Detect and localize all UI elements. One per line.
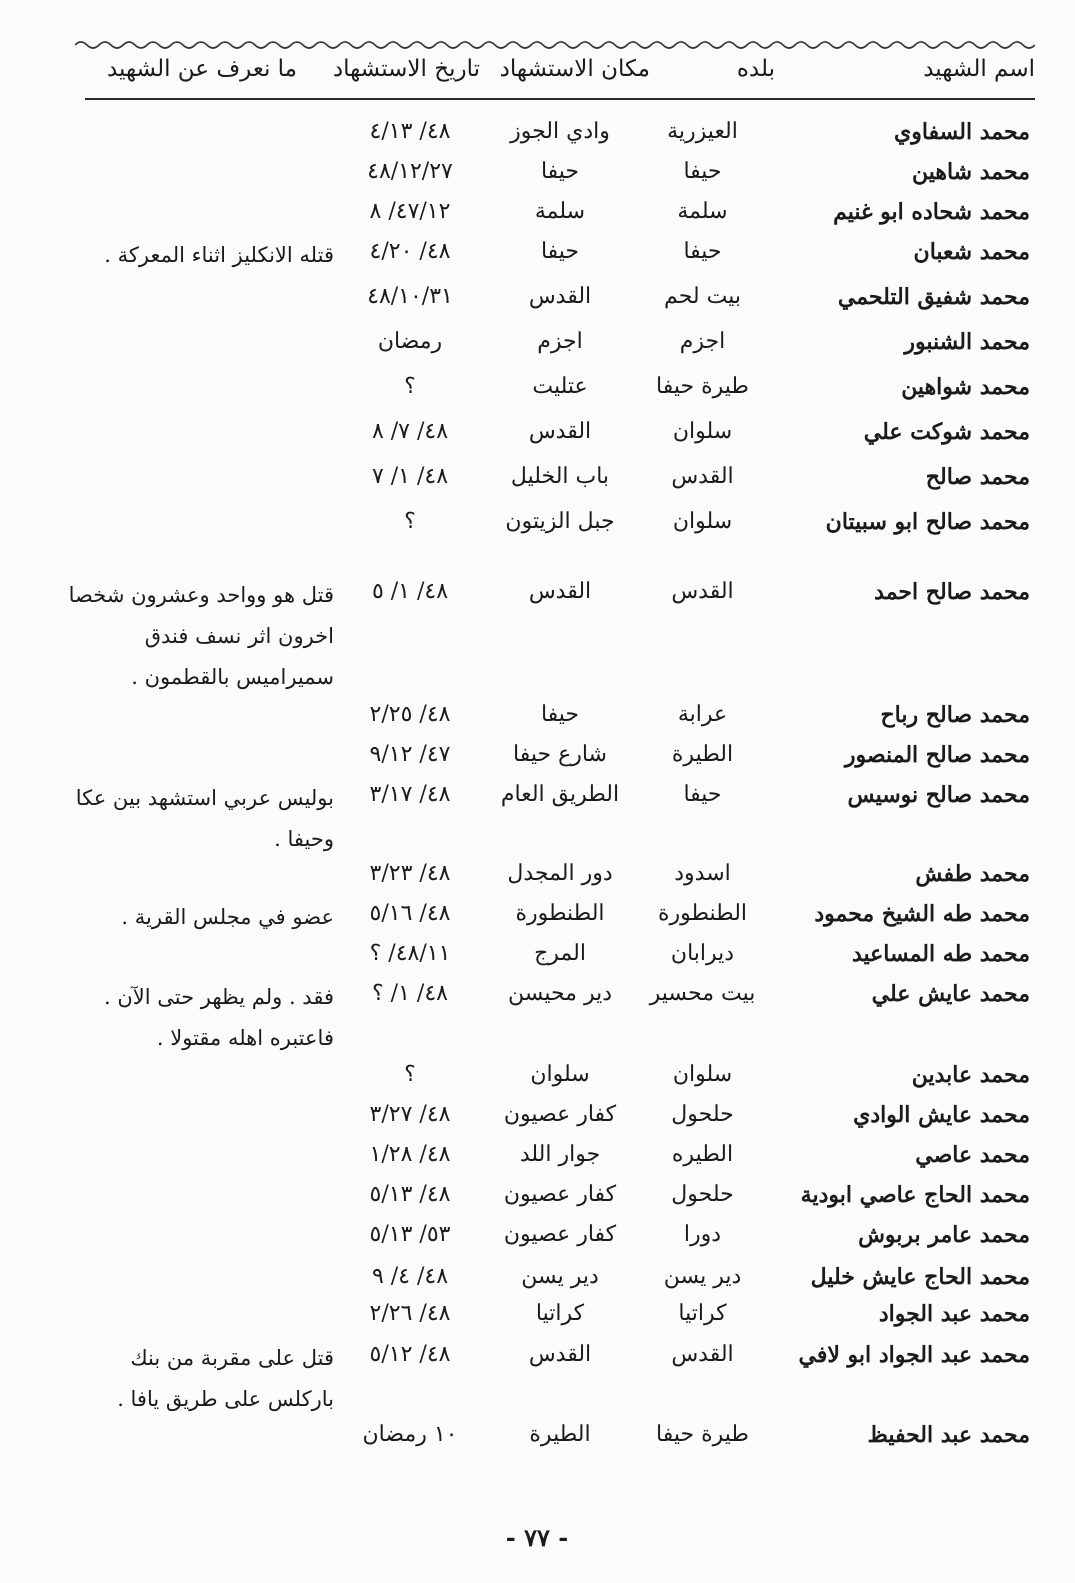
martyr-town: القدس — [671, 464, 734, 489]
table-row — [0, 370, 1075, 410]
table-row — [0, 1058, 1075, 1098]
martyr-date: ٤٨/ ٥/١٣ — [369, 1182, 451, 1207]
martyr-place: شارع حيفا — [513, 742, 607, 767]
table-row — [0, 1098, 1075, 1138]
martyr-place: حيفا — [540, 702, 580, 727]
martyr-name: محمد صالح المنصور — [844, 742, 1030, 768]
martyr-place: سلوان — [530, 1062, 590, 1087]
martyr-note: فقد . ولم يظهر حتى الآن . فاعتبره اهله مقتولا . — [104, 985, 334, 1050]
martyr-town: دورا — [683, 1222, 722, 1247]
martyr-place: القدس — [528, 579, 592, 604]
martyr-name: محمد طفش — [915, 861, 1030, 887]
martyr-date: ٤٨/ ٤/١٣ — [369, 119, 451, 144]
martyr-town: حلحول — [671, 1182, 734, 1207]
martyr-name: محمد عايش الوادي — [853, 1102, 1030, 1128]
martyr-date: ٤٨/ ٥/١٦ — [369, 901, 451, 926]
martyr-place: اجزم — [537, 329, 583, 354]
martyr-note: قتله الانكليز اثناء المعركة . — [104, 243, 334, 267]
table-row — [0, 738, 1075, 778]
table-row — [0, 977, 1075, 1050]
martyr-name: محمد عايش علي — [871, 981, 1030, 1007]
martyr-place: وادي الجوز — [510, 119, 610, 144]
martyr-place: كفار عصيون — [503, 1102, 617, 1127]
martyr-note: قتل هو وواحد وعشرون شخصا اخرون اثر نسف فندق سميراميس بالقطمون . — [68, 583, 334, 689]
martyr-date: ؟ — [404, 509, 416, 534]
wavy-top-rule — [75, 38, 1035, 52]
martyr-name: محمد عابدين — [911, 1062, 1030, 1088]
martyr-town: حيفا — [683, 782, 722, 807]
martyr-town: حيفا — [683, 239, 722, 264]
header-note: ما نعرف عن الشهيد — [106, 56, 297, 82]
table-row — [0, 1138, 1075, 1178]
martyr-date: رمضان — [377, 329, 443, 354]
martyr-name: محمد طه الشيخ محمود — [814, 901, 1030, 927]
table-row — [0, 460, 1075, 500]
martyr-date: ٤٨/١١/ ؟ — [369, 941, 451, 966]
martyr-place: باب الخليل — [510, 464, 610, 489]
martyr-note: بوليس عربي استشهد بين عكا وحيفا . — [75, 786, 334, 851]
table-row — [0, 505, 1075, 545]
martyr-name: محمد صالح ابو سبيتان — [825, 509, 1030, 535]
martyr-place: القدس — [528, 284, 592, 309]
martyr-date: ٤٧/ ٩/١٢ — [369, 742, 451, 767]
martyr-date: ٤٨/ ١/٢٨ — [369, 1142, 451, 1167]
martyr-date: ٤٨/ ٤/٢٠ — [369, 239, 451, 264]
table-row — [0, 897, 1075, 937]
table-row — [0, 1338, 1075, 1411]
martyr-town: القدس — [671, 579, 734, 604]
martyr-name: محمد الحاج عاصي ابودية — [800, 1182, 1030, 1208]
martyr-place: القدس — [528, 419, 592, 444]
martyr-town: سلوان — [672, 509, 733, 534]
martyr-name: محمد صالح احمد — [874, 579, 1030, 605]
martyr-name: محمد شواهين — [901, 374, 1030, 400]
martyr-name: محمد عبد الجواد — [878, 1301, 1030, 1327]
martyr-name: محمد صالح رباح — [880, 702, 1030, 728]
martyr-place: كفار عصيون — [503, 1182, 617, 1207]
martyr-name: محمد عاصي — [915, 1142, 1030, 1168]
martyr-note: عضو في مجلس القرية . — [121, 905, 334, 929]
martyr-note: قتل على مقربة من بنك باركلس على طريق يافا . — [117, 1346, 334, 1411]
martyr-name: محمد الشنبور — [904, 329, 1030, 355]
table-row — [0, 1260, 1075, 1300]
martyr-town: عرابة — [677, 702, 728, 727]
martyr-town: القدس — [671, 1342, 734, 1367]
martyr-place: كراتيا — [535, 1301, 585, 1326]
martyr-place: سلمة — [534, 199, 586, 224]
table-row — [0, 778, 1075, 851]
table-row — [0, 235, 1075, 275]
table-row — [0, 1178, 1075, 1218]
martyr-name: محمد شعبان — [913, 239, 1030, 265]
martyr-name: محمد شفيق التلحمي — [837, 284, 1030, 310]
martyr-town: طيرة حيفا — [656, 374, 749, 399]
martyr-date: ١٠ رمضان — [362, 1422, 458, 1447]
martyr-date: ٤٨/ ٧/ ٨ — [371, 419, 449, 444]
martyr-date: ٤٨/ ٤/ ٩ — [371, 1264, 449, 1289]
martyr-town: العيزرية — [667, 119, 738, 144]
martyr-name: محمد عبد الحفيظ — [867, 1422, 1030, 1448]
martyr-name: محمد الحاج عايش خليل — [810, 1264, 1030, 1290]
martyr-place: الطنطورة — [515, 901, 605, 926]
header-place: مكان الاستشهاد — [499, 56, 650, 82]
table-row — [0, 857, 1075, 897]
martyr-town: سلوان — [672, 1062, 733, 1087]
table-row — [0, 325, 1075, 365]
martyr-place: دير يسن — [521, 1264, 599, 1289]
martyr-town: حلحول — [671, 1102, 734, 1127]
martyr-name: محمد شحاده ابو غنيم — [833, 199, 1030, 225]
martyr-place: دير محيسن — [507, 981, 613, 1006]
table-row — [0, 195, 1075, 235]
martyr-date: ٤٨/ ٢/٢٦ — [369, 1301, 451, 1326]
martyr-name: محمد صالح نوسيس — [847, 782, 1030, 808]
martyr-place: كفار عصيون — [503, 1222, 617, 1247]
header-town: بلده — [736, 56, 775, 82]
martyr-date: ٤٨/ ١/ ؟ — [372, 981, 448, 1006]
martyr-date: ٤٨/ ٥/١٢ — [369, 1342, 451, 1367]
table-row — [0, 937, 1075, 977]
martyr-town: ديرابان — [670, 941, 735, 966]
martyr-date: ٤٨/١٠/٣١ — [367, 284, 453, 309]
martyr-town: كراتيا — [678, 1301, 727, 1326]
martyr-name: محمد السفاوي — [893, 119, 1030, 145]
martyr-town: اسدود — [674, 861, 731, 886]
martyr-town: سلوان — [672, 419, 733, 444]
martyr-date: ؟ — [404, 1062, 416, 1087]
martyr-date: ٤٨/ ٣/٢٣ — [369, 861, 451, 886]
martyr-name: محمد شاهين — [911, 159, 1030, 185]
table-row — [0, 115, 1075, 155]
table-row — [0, 1218, 1075, 1258]
table-row — [0, 280, 1075, 320]
martyr-name: محمد طه المساعيد — [851, 941, 1030, 967]
martyr-place: الطيرة — [529, 1422, 591, 1447]
martyr-date: ٤٧/١٢/ ٨ — [369, 199, 451, 224]
table-row — [0, 1418, 1075, 1458]
martyr-place: الطريق العام — [500, 782, 620, 807]
martyr-place: عتليت — [532, 374, 588, 399]
martyr-town: بيت محسير — [649, 981, 756, 1006]
martyr-town: اجزم — [679, 329, 726, 354]
martyr-date: ٤٨/ ٣/٢٧ — [369, 1102, 451, 1127]
martyr-town: حيفا — [683, 159, 722, 184]
martyr-place: القدس — [528, 1342, 592, 1367]
martyr-place: دور المجدل — [507, 861, 613, 886]
table-row — [0, 1297, 1075, 1337]
martyr-date: ٤٨/ ٢/٢٥ — [369, 702, 451, 727]
martyr-town: الطنطورة — [657, 901, 748, 926]
header-date: تاريخ الاستشهاد — [332, 56, 480, 82]
table-row — [0, 155, 1075, 195]
martyr-town: دير يسن — [663, 1264, 742, 1289]
martyr-date: ٤٨/ ١/ ٧ — [371, 464, 449, 489]
martyr-name: محمد شوكت علي — [863, 419, 1030, 445]
martyr-town: الطيرة — [671, 742, 734, 767]
martyr-place: حيفا — [540, 239, 580, 264]
martyr-name: محمد عبد الجواد ابو لافي — [798, 1342, 1030, 1368]
martyr-town: سلمة — [677, 199, 728, 224]
martyr-place: حيفا — [540, 159, 580, 184]
martyr-name: محمد صالح — [925, 464, 1030, 490]
martyr-date: ٤٨/ ١/ ٥ — [371, 579, 449, 604]
martyr-date: ٤٨/١٢/٢٧ — [367, 159, 453, 184]
martyr-place: جبل الزيتون — [505, 509, 615, 534]
martyr-town: طيرة حيفا — [656, 1422, 749, 1447]
martyr-place: جوار اللد — [519, 1142, 601, 1167]
martyr-place: المرج — [534, 941, 586, 966]
martyr-town: بيت لحم — [664, 284, 741, 309]
header-rule — [85, 98, 1035, 100]
martyr-name: محمد عامر بربوش — [858, 1222, 1030, 1248]
table-row — [0, 415, 1075, 455]
martyr-town: الطيره — [671, 1142, 734, 1167]
header-name: اسم الشهيد — [923, 56, 1035, 82]
table-row — [0, 575, 1075, 689]
table-row — [0, 698, 1075, 738]
page-number: - ٧٧ - — [505, 1523, 569, 1552]
martyr-date: ٥٣/ ٥/١٣ — [369, 1222, 451, 1247]
martyr-date: ؟ — [404, 374, 416, 399]
martyr-date: ٤٨/ ٣/١٧ — [369, 782, 451, 807]
